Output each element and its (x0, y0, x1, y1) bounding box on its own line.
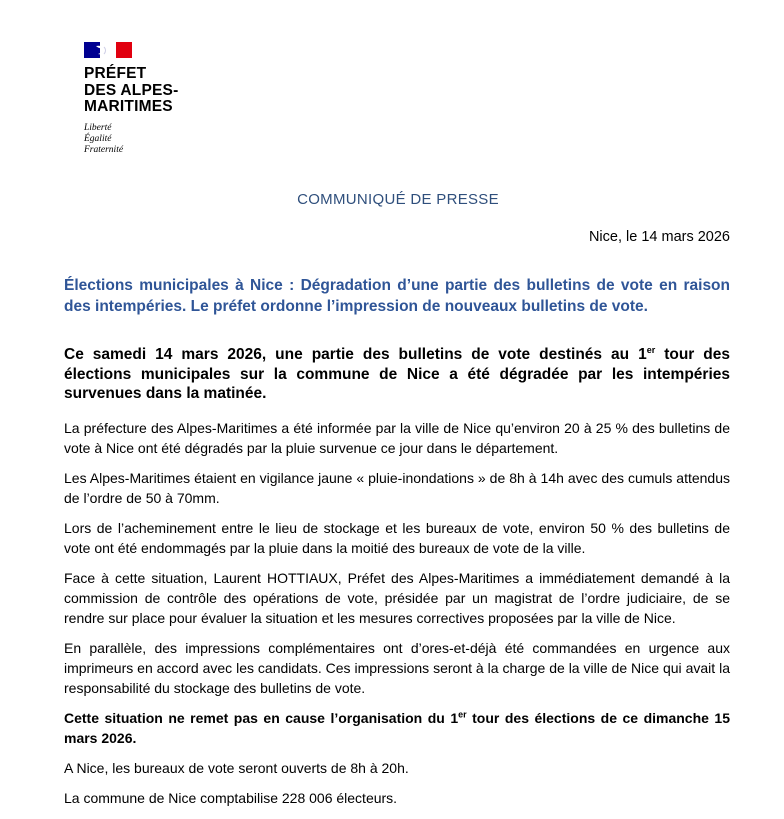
document-type: COMMUNIQUÉ DE PRESSE (297, 191, 499, 208)
ordinal-suffix: er (458, 708, 467, 719)
prefet-name-line: PRÉFET (84, 65, 147, 82)
highlight-paragraph (64, 708, 730, 748)
prefet-name (84, 66, 244, 116)
prefet-name-line: MARITIMES (84, 98, 173, 115)
motto-line: Liberté (84, 122, 112, 133)
body-paragraph: Les Alpes-Maritimes étaient en vigilance jaune « pluie-inondations » de 8h à 14h avec des cumuls attendus de l’ordre de 50 à 70mm. (64, 469, 730, 506)
lead-text: Ce samedi 14 mars 2026, une partie des bulletins de vote destinés au 1 (64, 346, 647, 363)
highlight-text: tour des élections de ce dimanche 15 mars 2026. (64, 709, 730, 746)
prefet-name-line: DES ALPES- (84, 81, 179, 99)
closing-paragraph: La commune de Nice comptabilise 228 006 électeurs. (64, 789, 398, 806)
lead-paragraph (64, 345, 730, 404)
press-release-body (64, 345, 730, 818)
motto-line: Égalité (84, 133, 112, 144)
body-paragraph: Face à cette situation, Laurent HOTTIAUX, Préfet des Alpes-Maritimes a immédiatement demandé à la commission de contrôle des opérations de vote, présidée par un magistrat de l’ordre judiciaire, de se rendre sur place pour évaluer la situation et les mesures correctives proposées par la ville de Nice. (64, 569, 730, 626)
press-release-title: Élections municipales à Nice : Dégradation d’une partie des bulletins de vote en raison des intempéries. Le préfet ordonne l’impression de nouveaux bulletins de vote. (64, 277, 730, 315)
ordinal-suffix: er (646, 344, 656, 355)
marianne-flag-icon (84, 42, 132, 58)
body-paragraph: La préfecture des Alpes-Maritimes a été informée par la ville de Nice qu’environ 20 à 25 % des bulletins de vote à Nice ont été dégradés par la pluie survenue ce jour dans le département. (64, 419, 730, 456)
body-paragraph: En parallèle, des impressions complémentaires ont d’ores-et-déjà été commandées en urgence aux imprimeurs en accord avec les candidats. Ces impressions seront à la charge de la ville de Nice qui avait la responsabilité du stockage des bulletins de vote. (64, 639, 730, 696)
highlight-text: Cette situation ne remet pas en cause l’organisation du 1 (64, 709, 459, 726)
republic-motto (84, 123, 244, 156)
motto-line: Fraternité (84, 144, 124, 155)
body-paragraph: Lors de l’acheminement entre le lieu de stockage et les bureaux de vote, environ 50 % des bulletins de vote ont été endommagés par la pluie dans la moitié des bureaux de vote de la ville. (64, 519, 730, 556)
date-line: Nice, le 14 mars 2026 (588, 229, 730, 245)
lead-text: tour des élections municipales sur la commune de Nice a été dégradée par les intempéries survenues dans la matinée. (64, 346, 730, 402)
closing-paragraph: A Nice, les bureaux de vote seront ouverts de 8h à 20h. (64, 759, 409, 776)
prefecture-logo (84, 42, 244, 156)
